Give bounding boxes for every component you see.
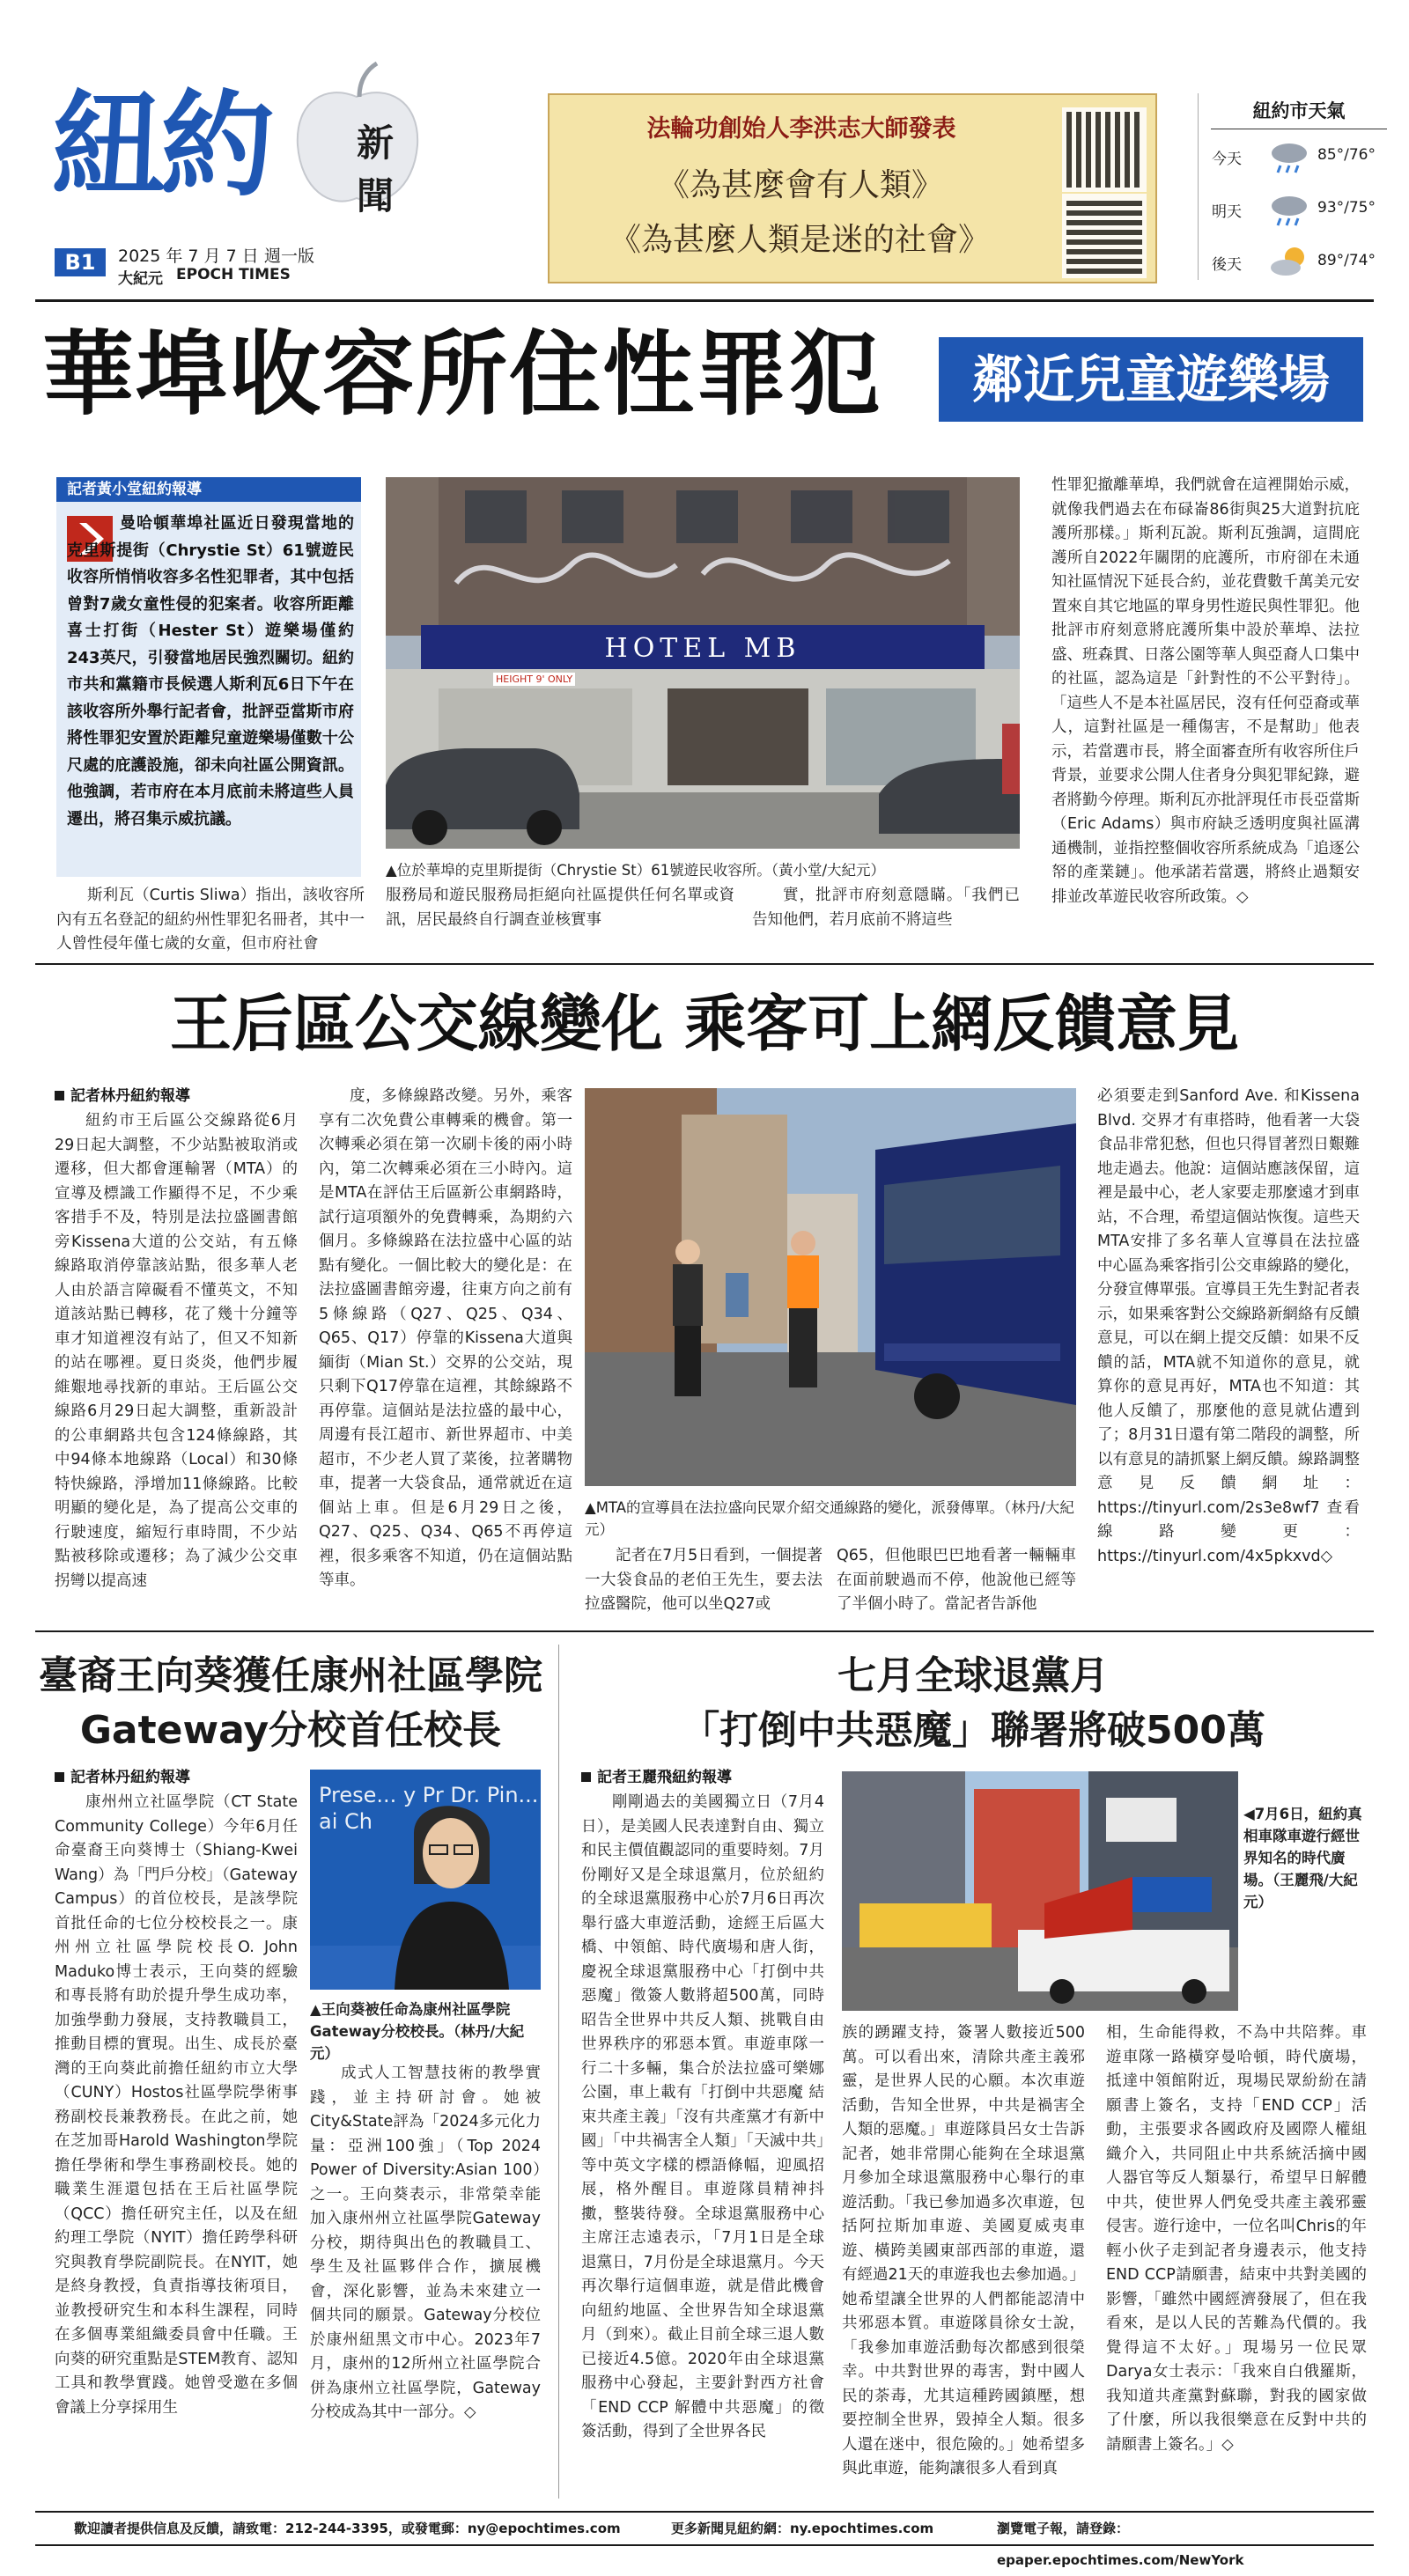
story1-lede-tail: 斯利瓦（Curtis Sliwa）指出，該收容所內有五名登記的紐約州性罪犯名冊者，其中一人曾性侵年僅七歲的女童，但市府社會 <box>56 887 365 953</box>
footer-epaper-link[interactable]: 瀏覽電子報，請登錄：epaper.epochtimes.com/NewYork <box>997 2521 1244 2568</box>
story1-right-column: 性罪犯撤離華埠，我們就會在這裡開始示威，就像我們過去在布碌崙86街與25大道對抗庇護所那樣。」斯利瓦說。斯利瓦強調，這間庇護所自2022年關閉的庇護所，市府卻在未通知社區情況下延長合約，並花費數千萬美元安置來自其它地區的單身男性遊民與性罪犯。他批評市府刻意將庇護所集中設於華埠、法拉盛、班森貫、日落公園等華人與亞裔人口集中的社區，認為這是「針對性的不公平對待」。「這些人不是本社區居民，沒有任何亞裔或華人，這對社區是一種傷害，不是幫助」他表示，若當選市長，將全面審查所有收容所住戶背景，並要求公開人住者身分與犯罪紀錄，避者將勤今停理。斯利瓦亦批評現任市長亞當斯（Eric Adams）與市府缺乏透明度與社區溝通機制，並指控整個收容所系統成為「追逐公帑的產業鏈」。他承諾若當選，將終止過類安排並改革遊民收容所政策。◇ <box>1051 476 1360 906</box>
story1-below-photo-2: 實，批評市府刻意隱瞞。「我們已告知他們，若月底前不將這些 <box>752 887 1020 929</box>
story3-col2: 成式人工智慧技術的教學實踐，並主持研討會。她被City&State評為「2024多元化力量：亞洲100強」（Top 2024 Power of Diversity:Asian 100）之一。王向葵表示，非常榮幸能加入康州州立社區學院Gateway分校，期待與出色的教職員工、學生及社區夥伴合作，擴展機會，深化影響，並為未來建立一個共同的願景。Gateway分校位於康州紐黑文市中心。2023年7月，康州的12所州立社區學院合併為康州立社區學院，Gateway分校成為其中一部分。◇ <box>310 2064 541 2421</box>
sun-cloud-icon <box>1268 245 1310 284</box>
weather-title: 紐約市天氣 <box>1211 97 1387 129</box>
story1-photo <box>386 477 1020 849</box>
footer-contact: 歡迎讀者提供信息及反饋，請致電：212-244-3395，或發電郵：ny@epochtimes.com <box>74 2521 621 2536</box>
story3-headline-2: Gateway分校首任校長 <box>79 1708 502 1753</box>
story1-caption: ▲位於華埠的克里斯提街（Chrystie St）61號遊民收容所。（黃小堂/大紀元） <box>386 862 886 879</box>
weather-temp: 89°/74° <box>1317 252 1376 269</box>
story1-below-photo-1: 服務局和遊民服務局拒絕向社區提供任何名單或資訊，居民最終自行調查並核實事 <box>386 887 734 929</box>
footer-website-link[interactable]: 更多新聞見紐約網：ny.epochtimes.com <box>671 2521 934 2536</box>
qr-code-1[interactable] <box>1062 107 1147 192</box>
issue-date: 2025 年 7 月 7 日 <box>118 247 259 266</box>
story4-byline: 記者王麗飛紐約報導 <box>581 1766 732 1789</box>
weather-day-label: 明天 <box>1212 203 1242 221</box>
story3-photo <box>310 1770 541 1990</box>
section-divider-1 <box>35 963 1374 965</box>
story1-byline: 記者黃小堂紐約報導 <box>67 481 202 498</box>
weather-day-label: 今天 <box>1212 151 1242 168</box>
story2-byline: 記者林丹紐約報導 <box>55 1085 190 1108</box>
story1-lede: 曼哈頓華埠社區近日發現當地的克里斯提街（Chrystie St）61號遊民收容所悄悄收容多名性犯罪者，其中包括曾對7歲女童性侵的犯案者。收容所距離喜士打街（Hester St）遊樂場僅約243英尺，引發當地居民強烈關切。紐約市共和黨籍市長候選人斯利瓦6日下午在該收容所外舉行記者會，批評亞當斯市府將性罪犯安置於距離兒童遊樂場僅數十公尺處的庇護設施，卻未向社區公開資訊。他強調，若市府在本月底前未將這些人員遷出，將召集示威抗議。 <box>67 514 354 828</box>
height-limit-sign: HEIGHT 9' ONLY <box>493 673 575 686</box>
story4-col1: 剛剛過去的美國獨立日（7月4日），是美國人民表達對自由、獨立和民主價值觀認同的重要時刻。7月份剛好又是全球退黨月，位於紐約的全球退黨服務中心於7月6日再次舉行盛大車遊活動，途經王后區大橋、中領館、時代廣場和唐人街，慶祝全球退黨服務中心「打倒中共惡魔」徵簽人數將超500萬，同時昭告全世界中共反人類、挑戰自由世界秩序的邪惡本質。車遊車隊一行二十多輛，集合於法拉盛可樂娜公園，車上載有「打倒中共惡魔 結束共產主義」「沒有共產黨才有新中國」「中共禍害全人類」「天滅中共」等中英文字樣的標語條幅，迎風招展，格外醒目。車遊隊員精神抖擻，整裝待發。全球退黨服務中心主席汪志遠表示，「7月1日是全球退黨日，7月份是全球退黨月。今天再次舉行這個車遊，就是借此機會向紐約地區、全世界告知全球退黨月（到來）。截止目前全球三退人數已接近4.5億。2020年由全球退黨服務中心發起，主要針對西方社會「END CCP 解體中共惡魔」的徵簽活動，得到了全世界各民 <box>581 1793 824 2440</box>
story4-headline-2: 「打倒中共惡魔」聯署將破500萬 <box>681 1708 1265 1753</box>
story4-caption: ◀7月6日，紐約真相車隊車遊行經世界知名的時代廣場。（王麗飛/大紀元） <box>1243 1806 1362 1910</box>
story3-col1: 康州州立社區學院（CT State Community College）今年6月任命臺裔王向葵博士（Shiang-Kwei Wang）為「門戶分校」（Gateway Campus）的首位校長，是該學院首批任命的七位分校校長之一。康州州立社區學院校長O. John Maduko博士表示，王向葵的經驗和專長將有助於提升學生成功率，加強學動力發展，支持教職員工，推動目標的實現。出生、成長於臺灣的王向葵此前擔任紐約市立大學（CUNY）Hostos社區學院學術事務副校長兼教務長。在此之前，她在芝加哥Harold Washington學院擔任學術和學生事務副校長。她的職業生涯還包括在王后社區學院（QCC）擔任研究主任，以及在紐約理工學院（NYIT）擔任跨學科研究與教育學院副院長。在NYIT，她是終身教授，負責指導技術項目，並教授研究生和本科生課程，同時在多個專業組織委員會中任職。王向葵的研究重點是STEM教育、認知工具和教學實踐。她曾受邀在多個會議上分享採用生 <box>55 1793 298 2417</box>
story2-col2: 度，多條線路改變。另外，乘客享有二次免費公車轉乘的機會。第一次轉乘必須在第一次刷卡後的兩小時內，第二次轉乘必須在三小時內。這是MTA在評估王后區新公車網路時，試行這項額外的免費轉乘，為期約六個月。多條線路在法拉盛中心區的站點有變化。一個比較大的變化是：在法拉盛圖書館旁邊，往東方向之前有5條線路（Q27、Q25、Q34、Q65、Q17）停靠的Kissena大道與緬街（Mian St.）交界的公交站，現只剩下Q17停靠在這裡，其餘線路不再停靠。這個站是法拉盛的最中心，周邊有長江超市、新世界超市、中美超市，不少老人買了菜後，拉著購物車，提著一大袋食品，通常就近在這個站上車。但是6月29日之後，Q27、Q25、Q34、Q65不再停這裡，很多乘客不知道，仍在這個站點等車。 <box>319 1087 572 1589</box>
story2-below-photo-2: Q65，但他眼巴巴地看著一輛輛車在面前駛過而不停，他說他已經等了半個小時了。當記者告訴他 <box>837 1547 1076 1613</box>
qr-code-2[interactable] <box>1062 194 1147 278</box>
falun-book-ad[interactable] <box>548 93 1157 283</box>
section-badge: B1 <box>55 248 106 276</box>
story2-caption: ▲MTA的宣導員在法拉盛向民眾介紹交通線路的變化，派發傳單。（林丹/大紀元） <box>585 1499 1074 1538</box>
story3-caption: ▲王向葵被任命為康州社區學院Gateway分校校長。（林丹/大紀元） <box>310 2001 525 2062</box>
weather-day-after <box>1206 245 1391 280</box>
masthead <box>0 0 1409 299</box>
masthead-subtitle-1: 新 <box>357 121 395 165</box>
weather-today <box>1206 139 1391 174</box>
photo-banner-text: Prese... y Pr Dr. Pin... ai Ch <box>319 1783 539 1834</box>
ad-line-3: 《為甚麼人類是迷的社會》 <box>609 222 990 258</box>
story2-below-photo-1: 記者在7月5日看到，一個提著一大袋食品的老伯王先生，要去法拉盛醫院，他可以坐Q27或 <box>585 1547 823 1613</box>
story4-headline-1: 七月全球退黨月 <box>837 1653 1109 1698</box>
weather-tomorrow <box>1206 192 1391 227</box>
column-divider <box>558 1645 559 2499</box>
story1-byline-bar <box>56 477 361 502</box>
hotel-sign-text: HOTEL MB <box>604 633 801 664</box>
publisher-en: EPOCH TIMES <box>176 266 291 283</box>
masthead-title: 紐約 <box>51 78 270 212</box>
weather-temp: 85°/76° <box>1317 146 1376 164</box>
story1-headline: 華埠收容所住性罪犯 <box>42 320 883 428</box>
story3-byline: 記者林丹紐約報導 <box>55 1766 190 1789</box>
weather-day-label: 後天 <box>1212 256 1242 274</box>
footer-bar <box>35 2511 1374 2568</box>
story4-col2: 族的踴躍支持，簽署人數接近500萬。可以看出來，清除共產主義邪靈，是世界人民的心願。本次車遊活動，告知全世界，中共是禍害全人類的惡魔。」車遊隊員呂女士告訴記者，她非常開心能夠在全球退黨月參加全球退黨服務中心舉行的車遊活動。「我已參加過多次車遊，包括阿拉斯加車遊、美國夏威夷車遊、橫跨美國東部西部的車遊，還有經過21天的車遊我也去參加過。」她希望讓全世界的人們都能認清中共邪惡本質。車遊隊員徐女士說，「我參加車遊活動每次都感到很榮幸。中共對世界的毒害，對中國人民的荼毒，尤其這種跨國鎮壓，想要控制全世界，毀掉全人類。很多人還在迷中，很危險的。」她希望多與此車遊，能夠讓很多人看到真 <box>842 2024 1085 2477</box>
issue-weekday: 週一版 <box>264 247 315 266</box>
masthead-divider <box>35 299 1374 302</box>
rain-cloud-icon <box>1268 139 1310 179</box>
masthead-subtitle-2: 聞 <box>357 174 395 217</box>
story2-col4: 必須要走到Sanford Ave. 和Kissena Blvd. 交界才有車搭時，他看著一大袋食品非常犯愁，但也只得冒著烈日艱難地走過去。他說：這個站應該保留，這裡是最中心，老人家要走那麼遠才到車站，不合理，希望這個站恢復。這些天MTA安排了多名華人宣導員在法拉盛中心區為乘客指引公交車線路的變化，分發宣傳單張。宣導員王先生對記者表示，如果乘客對公交線路新網絡有反饋意見，可以在網上提交反饋：如果不反饋的話，MTA就不知道你的意見，就算你的意見再好，MTA也不知道：其他人反饋了，那麼他的意見就佔遭到了；8月31日還有第二階段的調整，所以有意見的請抓緊上網反饋。線路調整意見反饋網址：https://tinyurl.com/2s3e8wf7 查看線路變更：https://tinyurl.com/4x5pkxvd◇ <box>1097 1087 1360 1565</box>
publisher-cn: 大紀元 <box>118 270 163 288</box>
section-divider-2 <box>35 1630 1374 1632</box>
story4-col3: 相，生命能得救，不為中共陪葬。車遊車隊一路橫穿曼哈頓，時代廣場，抵達中領館附近，現場民眾紛紛在請願書上簽名，支持「END CCP」活動，主張要求各國政府及國際人權組織介入，共同阻止中共系統活摘中國人器官等反人類暴行，希望早日解體中共，使世界人們免受共產主義邪靈侵害。遊行途中，一位名叫Chris的年輕小伙子走到記者身邊表示，他支持END CCP請願書，結束中共對美國的影響，「雖然中國經濟發展了，但在我看來，是以人民的苦難為代價的。我覺得這不太好。」現場另一位民眾Darya女士表示：「我來自白俄羅斯，我知道共產黨對蘇聯，對我的國家做了什麼，所以我很樂意在反對中共的請願書上簽名。」◇ <box>1106 2024 1367 2454</box>
story2-col1: 紐約市王后區公交線路從6月29日起大調整，不少站點被取消或遷移，但大都會運輸署（MTA）的宣導及標識工作顯得不足，不少乘客措手不及，特別是法拉盛圖書館旁Kissena大道的公交站，有五條線路取消停靠該站點，很多華人老人由於語言障礙看不懂英文，不知道該站點已轉移，花了幾十分鐘等車才知道裡沒有站了，但又不知新的站在哪裡。夏日炎炎，他們步履維艱地尋找新的車站。王后區公交線路6月29日起大調整，重新設計的公車網路共包含124條線路，其中94條本地線路（Local）和30條特快線路，淨增加11條線路。比較明顯的變化是，為了提高公交車的行駛速度，縮短行車時間，不少站點被移除或遷移；為了減少公交車拐彎以提高速 <box>55 1112 298 1590</box>
story1-subhead: 鄰近兒童遊樂場 <box>939 337 1363 422</box>
ad-line-2: 《為甚麼會有人類》 <box>657 167 943 203</box>
story3-headline-1: 臺裔王向葵獲任康州社區學院 <box>39 1653 542 1698</box>
ad-line-1: 法輪功創始人李洪志大師發表 <box>646 115 956 143</box>
weather-temp: 93°/75° <box>1317 199 1376 217</box>
story2-photo <box>585 1088 1076 1486</box>
story4-photo <box>842 1771 1238 2011</box>
rain-cloud-icon <box>1268 192 1310 232</box>
story2-headline: 王后區公交線變化 乘客可上網反饋意見 <box>169 988 1240 1060</box>
